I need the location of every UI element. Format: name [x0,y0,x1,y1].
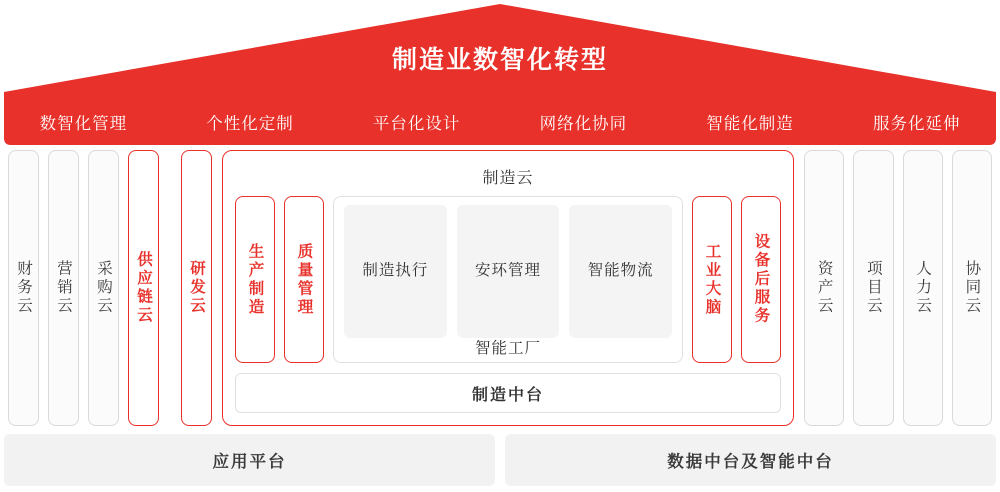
left-column-label: 财务云 [15,260,33,316]
left-column-procurement[interactable] [88,150,119,426]
left-column-finance[interactable] [8,150,39,426]
right-column-asset[interactable] [804,150,844,426]
right-column-label: 协同云 [963,260,981,316]
pillar-quality[interactable] [284,196,324,363]
right-column-label: 资产云 [815,260,833,316]
pillar-industrial-brain[interactable] [692,196,732,363]
foundation-row [0,434,1000,486]
diagram-title: 制造业数智化转型 [391,46,608,74]
manufacturing-cloud-title: 制造云 [482,170,534,187]
manufacturing-middle-platform[interactable]: 制造中台 [235,373,781,413]
right-column-project[interactable] [853,150,893,426]
pillar-label: 工业大脑 [703,242,721,317]
factory-cell-execution[interactable]: 制造执行 [344,205,447,338]
smart-factory-label: 智能工厂 [474,340,541,357]
right-column-label: 人力云 [914,260,932,316]
factory-cell-safety-env[interactable]: 安环管理 [457,205,560,338]
pillar-production[interactable] [235,196,275,363]
left-column-marketing[interactable] [48,150,79,426]
diagram-body [0,150,1000,426]
left-column-label: 研发云 [188,260,206,316]
smart-factory-box [333,196,683,363]
left-column-supply-chain[interactable] [128,150,159,426]
roof-item[interactable]: 服务化延伸 [872,115,961,133]
right-column-label: 项目云 [864,260,882,316]
left-column-label: 采购云 [95,260,113,316]
left-column-group [0,150,212,426]
left-column-label: 营销云 [55,260,73,316]
foundation-application-platform[interactable]: 应用平台 [4,434,495,486]
roof-item[interactable]: 平台化设计 [372,115,461,133]
foundation-data-platform[interactable]: 数据中台及智能中台 [505,434,996,486]
pillar-label: 质量管理 [295,242,313,317]
right-column-group [804,150,1000,426]
manufacturing-cloud-group [222,150,794,426]
left-column-label: 供应链云 [135,251,153,325]
roof-item[interactable]: 个性化定制 [206,115,294,133]
pillar-label: 设备后服务 [752,233,770,326]
manufacturing-cloud-row [235,196,781,363]
roof-item[interactable]: 智能化制造 [706,115,794,133]
right-column-collaboration[interactable] [952,150,992,426]
roof-item-list [0,100,1000,144]
roof-banner [0,0,1000,146]
left-column-rnd[interactable] [181,150,212,426]
right-column-hr[interactable] [903,150,943,426]
roof-item[interactable]: 数智化管理 [39,115,128,133]
factory-cell-logistics[interactable]: 智能物流 [569,205,672,338]
pillar-equipment-service[interactable] [741,196,781,363]
column-gap-spacer [168,150,172,426]
roof-item[interactable]: 网络化协同 [539,115,628,133]
pillar-label: 生产制造 [246,242,264,317]
